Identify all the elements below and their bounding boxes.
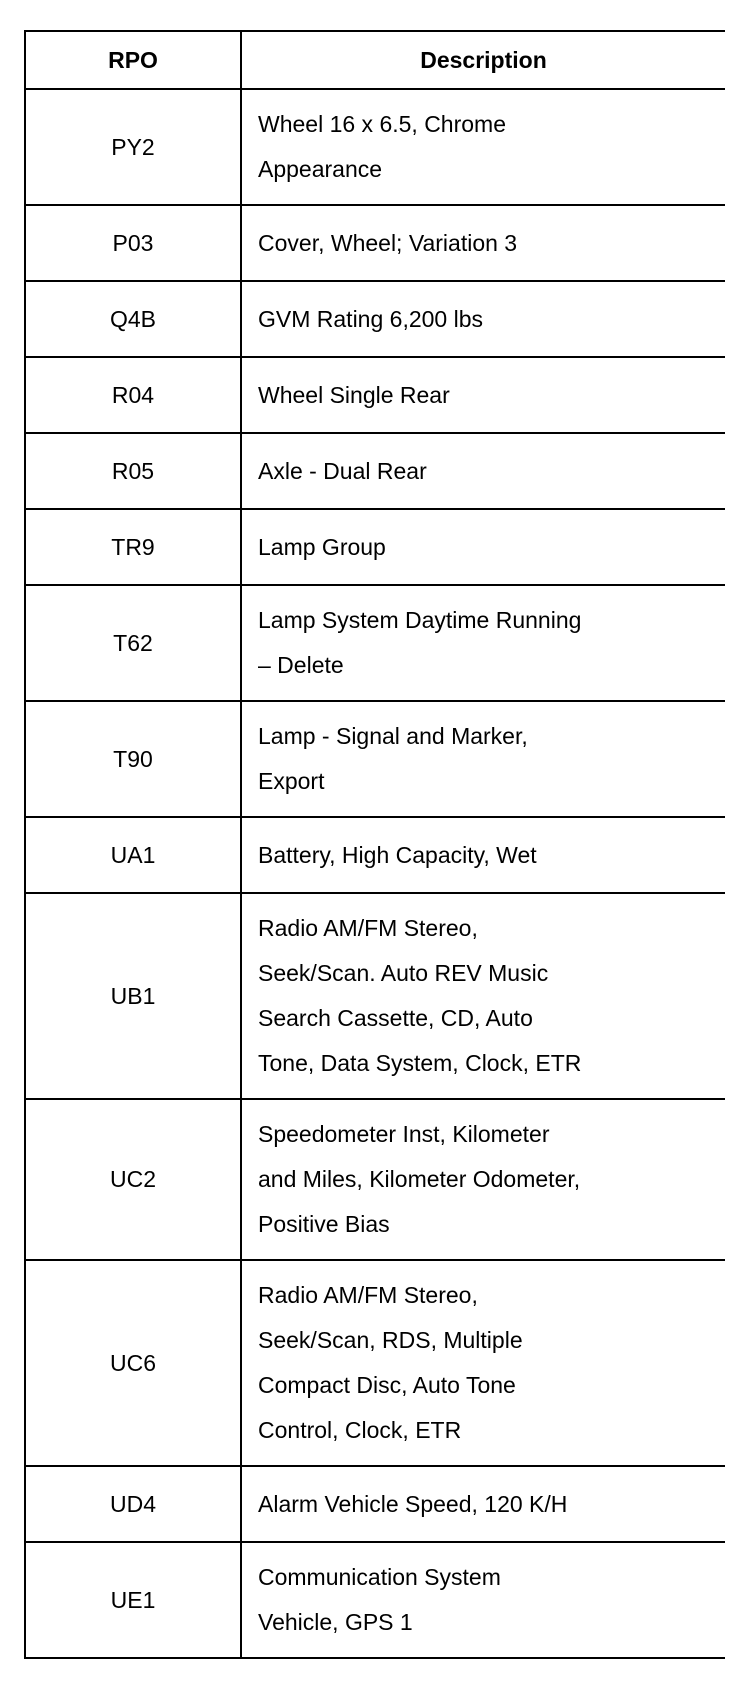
description-line: Control, Clock, ETR	[258, 1417, 462, 1443]
rpo-code-cell: T90	[25, 701, 241, 817]
table-row	[25, 817, 725, 893]
table-row	[25, 585, 725, 701]
description-line: Radio AM/FM Stereo,	[258, 915, 478, 941]
table-row	[25, 1466, 725, 1542]
description-cell	[241, 585, 725, 701]
description-line: Wheel 16 x 6.5, Chrome	[258, 111, 507, 137]
table-row	[25, 1099, 725, 1260]
description-line: Wheel Single Rear	[258, 381, 450, 408]
description-cell	[241, 89, 725, 205]
table-header	[25, 31, 725, 89]
description-line: Search Cassette, CD, Auto	[258, 1005, 533, 1031]
description-line: Tone, Data System, Clock, ETR	[258, 1050, 582, 1076]
description-line: Axle - Dual Rear	[258, 457, 427, 484]
table-body	[25, 89, 725, 1658]
table-row	[25, 701, 725, 817]
rpo-code-cell: UB1	[25, 893, 241, 1099]
description-cell	[241, 281, 725, 357]
table-row	[25, 893, 725, 1099]
rpo-code-cell: TR9	[25, 509, 241, 585]
description-line: Cover, Wheel; Variation 3	[258, 229, 518, 256]
table-row	[25, 205, 725, 281]
rpo-code-cell: UE1	[25, 1542, 241, 1658]
rpo-code-cell: Q4B	[25, 281, 241, 357]
rpo-code-cell: UC6	[25, 1260, 241, 1466]
table-row	[25, 1260, 725, 1466]
header-row	[25, 31, 725, 89]
table-row	[25, 509, 725, 585]
description-line: Seek/Scan, RDS, Multiple	[258, 1327, 523, 1353]
table-row	[25, 89, 725, 205]
description-line: Speedometer Inst, Kilometer	[258, 1121, 550, 1147]
description-column-header: Description	[241, 31, 725, 89]
rpo-code-cell: P03	[25, 205, 241, 281]
table-row	[25, 357, 725, 433]
description-cell	[241, 1466, 725, 1542]
description-line: Lamp Group	[258, 533, 386, 560]
rpo-code-cell: UD4	[25, 1466, 241, 1542]
description-cell	[241, 1542, 725, 1658]
rpo-table	[24, 30, 725, 1659]
rpo-code-cell: R05	[25, 433, 241, 509]
table-row	[25, 1542, 725, 1658]
description-line: Battery, High Capacity, Wet	[258, 841, 537, 868]
description-cell	[241, 433, 725, 509]
description-line: Positive Bias	[258, 1211, 390, 1237]
description-line: and Miles, Kilometer Odometer,	[258, 1166, 581, 1192]
description-line: Lamp - Signal and Marker,	[258, 723, 528, 749]
table-row	[25, 281, 725, 357]
description-line: Seek/Scan. Auto REV Music	[258, 960, 549, 986]
description-cell	[241, 817, 725, 893]
description-line: GVM Rating 6,200 lbs	[258, 305, 484, 332]
description-cell	[241, 893, 725, 1099]
description-line: Radio AM/FM Stereo,	[258, 1282, 478, 1308]
description-line: Export	[258, 768, 325, 794]
rpo-code-cell: R04	[25, 357, 241, 433]
description-line: Appearance	[258, 156, 383, 182]
rpo-code-cell: PY2	[25, 89, 241, 205]
table-row	[25, 433, 725, 509]
rpo-column-header: RPO	[25, 31, 241, 89]
description-cell	[241, 509, 725, 585]
description-line: Compact Disc, Auto Tone	[258, 1372, 516, 1398]
description-line: – Delete	[258, 652, 344, 678]
rpo-code-cell: UC2	[25, 1099, 241, 1260]
description-cell	[241, 1260, 725, 1466]
description-cell	[241, 701, 725, 817]
description-line: Communication System	[258, 1564, 501, 1590]
description-line: Vehicle, GPS 1	[258, 1609, 413, 1635]
description-line: Lamp System Daytime Running	[258, 607, 582, 633]
description-cell	[241, 1099, 725, 1260]
description-cell	[241, 205, 725, 281]
description-cell	[241, 357, 725, 433]
rpo-code-cell: UA1	[25, 817, 241, 893]
description-line: Alarm Vehicle Speed, 120 K/H	[258, 1490, 568, 1517]
rpo-code-cell: T62	[25, 585, 241, 701]
